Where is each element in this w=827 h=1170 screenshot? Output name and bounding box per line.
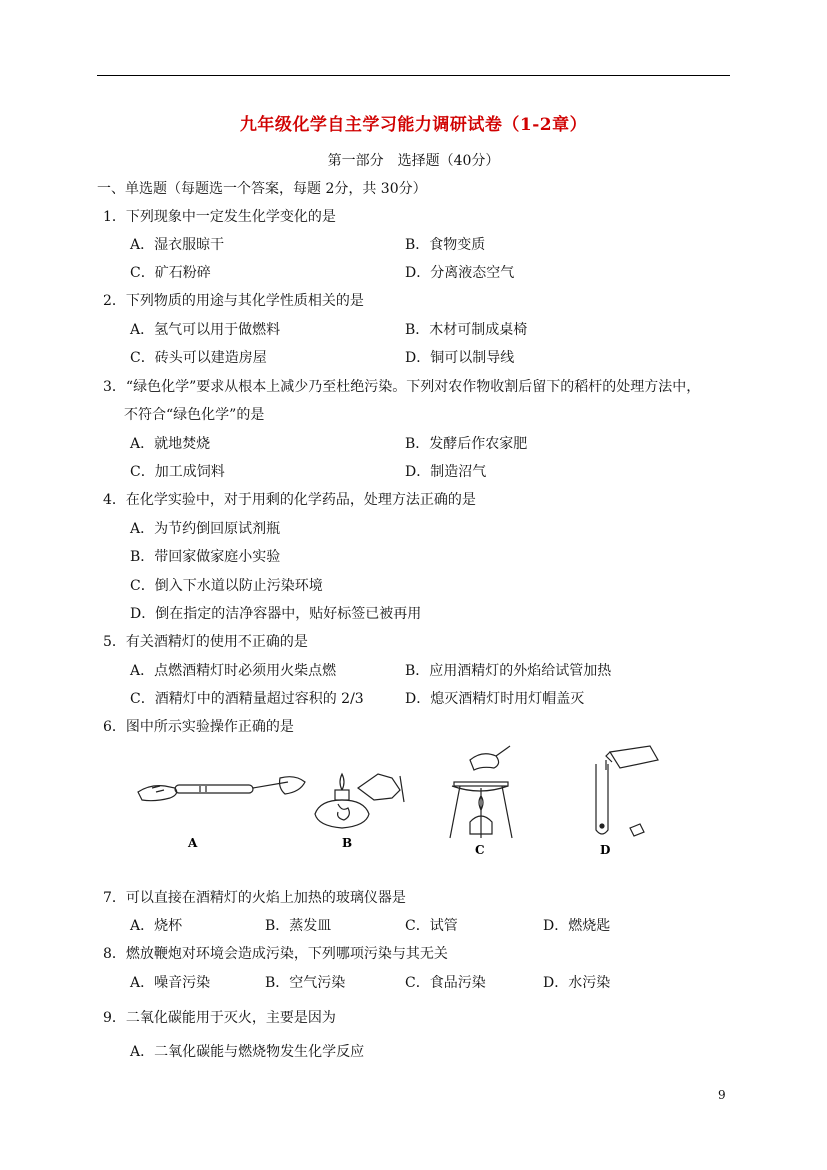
q8-option-c: C．食品污染 xyxy=(405,975,486,991)
q7-option-d: D．燃烧匙 xyxy=(543,918,611,934)
q4-option-b: B．带回家做家庭小实验 xyxy=(130,549,281,565)
q4-option-d: D．倒在指定的洁净容器中，贴好标签已被再用 xyxy=(130,606,422,622)
header-rule xyxy=(97,75,730,76)
q5-option-a: A．点燃酒精灯时必须用火柴点燃 xyxy=(130,663,337,679)
q2-option-d: D．铜可以制导线 xyxy=(405,350,515,366)
figure-label-b: B xyxy=(342,836,353,850)
experiment-figures xyxy=(130,742,690,862)
question-2: 2．下列物质的用途与其化学性质相关的是 xyxy=(103,293,364,309)
question-1: 1．下列现象中一定发生化学变化的是 xyxy=(103,209,336,225)
q2-option-a: A．氢气可以用于做燃料 xyxy=(130,322,281,338)
figure-label-a: A xyxy=(188,836,198,850)
q5-option-d: D．熄灭酒精灯时用灯帽盖灭 xyxy=(405,691,585,707)
exam-title: 九年级化学自主学习能力调研试卷（1-2章） xyxy=(239,115,588,135)
q2-option-b: B．木材可制成桌椅 xyxy=(405,322,528,338)
figure-c-tripod-heating xyxy=(450,746,512,838)
figure-b-alcohol-lamps xyxy=(315,774,404,828)
page-number: 9 xyxy=(718,1088,726,1102)
q1-option-c: C．矿石粉碎 xyxy=(130,265,211,281)
figure-a-horizontal-tube xyxy=(138,777,305,801)
q8-option-d: D．水污染 xyxy=(543,975,611,991)
q3-option-c: C．加工成饲料 xyxy=(130,464,225,480)
q1-option-a: A．湿衣服晾干 xyxy=(130,237,225,253)
question-3: 3．“绿色化学”要求从根本上减少乃至杜绝污染。下列对农作物收割后留下的稻杆的处理方法中， xyxy=(103,379,701,395)
q3-option-a: A．就地焚烧 xyxy=(130,436,211,452)
question-7: 7．可以直接在酒精灯的火焰上加热的玻璃仪器是 xyxy=(103,890,406,906)
q9-option-a: A．二氧化碳能与燃烧物发生化学反应 xyxy=(130,1044,365,1060)
section-heading: 一、单选题（每题选一个答案，每题 2分，共 30分） xyxy=(97,181,427,197)
q3-option-d: D．制造沼气 xyxy=(405,464,487,480)
figure-label-c: C xyxy=(475,843,485,857)
q4-option-c: C．倒入下水道以防止污染环境 xyxy=(130,578,323,594)
q1-option-b: B．食物变质 xyxy=(405,237,486,253)
q7-option-c: C．试管 xyxy=(405,918,458,934)
q8-option-a: A．噪音污染 xyxy=(130,975,211,991)
question-4: 4．在化学实验中，对于用剩的化学药品，处理方法正确的是 xyxy=(103,492,476,508)
part-heading: 第一部分 选择题（40分） xyxy=(327,153,500,169)
q5-option-c: C．酒精灯中的酒精量超过容积的 2/3 xyxy=(130,691,364,707)
question-3-cont: 不符合“绿色化学”的是 xyxy=(124,407,265,423)
question-5: 5．有关酒精灯的使用不正确的是 xyxy=(103,634,308,650)
q7-option-a: A．烧杯 xyxy=(130,918,183,934)
q5-option-b: B．应用酒精灯的外焰给试管加热 xyxy=(405,663,612,679)
q1-option-d: D．分离液态空气 xyxy=(405,265,515,281)
figure-label-d: D xyxy=(600,843,611,857)
question-9: 9．二氧化碳能用于灭火，主要是因为 xyxy=(103,1010,336,1026)
q2-option-c: C．砖头可以建造房屋 xyxy=(130,350,267,366)
q7-option-b: B．蒸发皿 xyxy=(265,918,332,934)
question-6: 6．图中所示实验操作正确的是 xyxy=(103,719,294,735)
q4-option-a: A．为节约倒回原试剂瓶 xyxy=(130,521,281,537)
q3-option-b: B．发酵后作农家肥 xyxy=(405,436,528,452)
q8-option-b: B．空气污染 xyxy=(265,975,346,991)
figure-d-pouring-liquid xyxy=(596,746,658,836)
question-8: 8．燃放鞭炮对环境会造成污染，下列哪项污染与其无关 xyxy=(103,946,448,962)
